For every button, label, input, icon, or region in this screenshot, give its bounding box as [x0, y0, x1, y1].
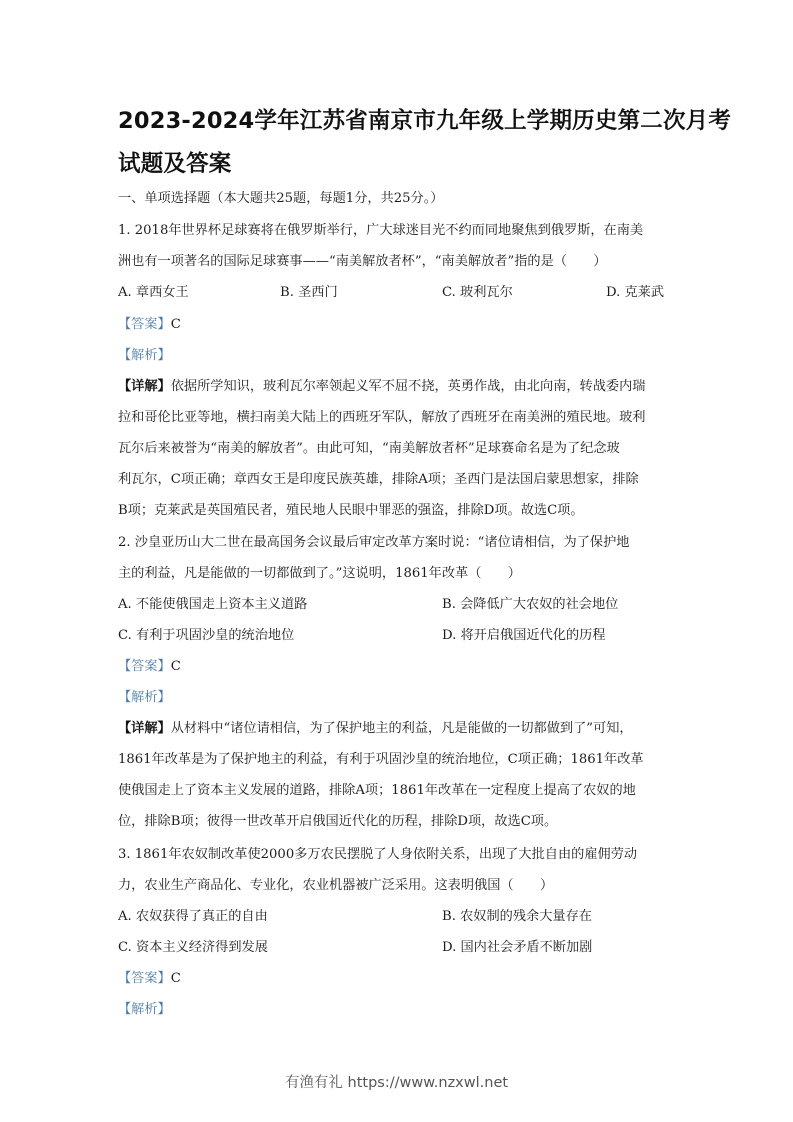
document-title-line2: 试题及答案: [118, 151, 232, 177]
section-heading: 一、单项选择题（本大题共25题，每题1分，共25分。）: [118, 191, 444, 206]
q2-answer: [118, 655, 181, 674]
q1-analysis-label: 【解析】: [118, 348, 171, 363]
q1-answer-value: C: [170, 317, 181, 332]
answer-label: 【答案】: [118, 317, 171, 332]
footer-watermark: 有渔有礼 https://www.nzxwl.net: [284, 1075, 509, 1091]
q1-answer: [118, 313, 181, 332]
q3-answer: [118, 967, 181, 986]
document-title-line1: 2023-2024学年江苏省南京市九年级上学期历史第二次月考: [118, 108, 732, 134]
q1-option-a: A. 章西女王: [118, 285, 189, 300]
q3-option-c: C. 资本主义经济得到发展: [118, 940, 268, 955]
q2-analysis-label: 【解析】: [118, 690, 171, 705]
detail-label: 【详解】: [118, 721, 171, 736]
q1-stem-line1: 1. 2018年世界杯足球赛将在俄罗斯举行，广大球迷目光不约而同地聚焦到俄罗斯，在南美: [118, 223, 644, 238]
answer-label: 【答案】: [118, 659, 171, 674]
q1-option-b: B. 圣西门: [280, 285, 338, 300]
detail-label: 【详解】: [118, 379, 171, 394]
q3-stem-line1: 3. 1861年农奴制改革使2000多万农民摆脱了人身依附关系，出现了大批自由的雇佣劳动: [118, 847, 638, 862]
q2-option-c: C. 有利于巩固沙皇的统治地位: [118, 628, 295, 643]
answer-label: 【答案】: [118, 971, 171, 986]
q3-option-b: B. 农奴制的残余大量存在: [442, 909, 592, 924]
q1-detail-line3: 瓦尔后来被誉为“南美的解放者”。由此可知，“南美解放者杯”足球赛命名是为了纪念玻: [118, 441, 620, 456]
q3-option-a: A. 农奴获得了真正的自由: [118, 909, 268, 924]
q2-detail-line2: 1861年改革是为了保护地主的利益，有利于巩固沙皇的统治地位，C项正确；1861年改革: [118, 752, 644, 767]
q1-option-d: D. 克莱武: [606, 285, 665, 300]
q1-detail-line5: B项；克莱武是英国殖民者，殖民地人民眼中罪恶的强盗，排除D项。故选C项。: [118, 503, 584, 518]
q1-detail-line1: 【详解】依据所学知识，玻利瓦尔率领起义军不屈不挠，英勇作战，由北向南，转战委内瑞: [118, 379, 646, 394]
q2-option-a: A. 不能使俄国走上资本主义道路: [118, 597, 308, 612]
q2-detail-line4: 位，排除B项；彼得一世改革开启俄国近代化的历程，排除D项，故选C项。: [118, 814, 558, 829]
q1-stem-line2: 洲也有一项著名的国际足球赛事——“南美解放者杯”，“南美解放者”指的是（ ）: [118, 254, 607, 269]
q1-detail-line4: 利瓦尔，C项正确；章西女王是印度民族英雄，排除A项；圣西门是法国启蒙思想家，排除: [118, 472, 639, 487]
q3-stem-line2: 力，农业生产商品化、专业化，农业机器被广泛采用。这表明俄国（ ）: [118, 878, 554, 893]
q2-answer-value: C: [170, 659, 181, 674]
q1-detail-line2: 拉和哥伦比亚等地，横扫南美大陆上的西班牙军队，解放了西班牙在南美洲的殖民地。玻利: [118, 410, 646, 425]
q3-analysis-label: 【解析】: [118, 1002, 171, 1017]
q2-option-d: D. 将开启俄国近代化的历程: [442, 628, 606, 643]
q2-stem-line2: 主的利益，凡是能做的一切都做到了。”这说明，1861年改革（ ）: [118, 566, 521, 581]
q2-detail-line1: 【详解】从材料中“诸位请相信，为了保护地主的利益，凡是能做的一切都做到了”可知，: [118, 721, 633, 736]
q2-detail-line3: 使俄国走上了资本主义发展的道路，排除A项；1861年改革在一定程度上提高了农奴的地: [118, 783, 636, 798]
q2-stem-line1: 2. 沙皇亚历山大二世在最高国务会议最后审定改革方案时说：“诸位请相信，为了保护地: [118, 535, 630, 550]
q3-option-d: D. 国内社会矛盾不断加剧: [442, 940, 593, 955]
q3-answer-value: C: [170, 971, 181, 986]
q2-option-b: B. 会降低广大农奴的社会地位: [442, 597, 619, 612]
q1-option-c: C. 玻利瓦尔: [442, 285, 513, 300]
